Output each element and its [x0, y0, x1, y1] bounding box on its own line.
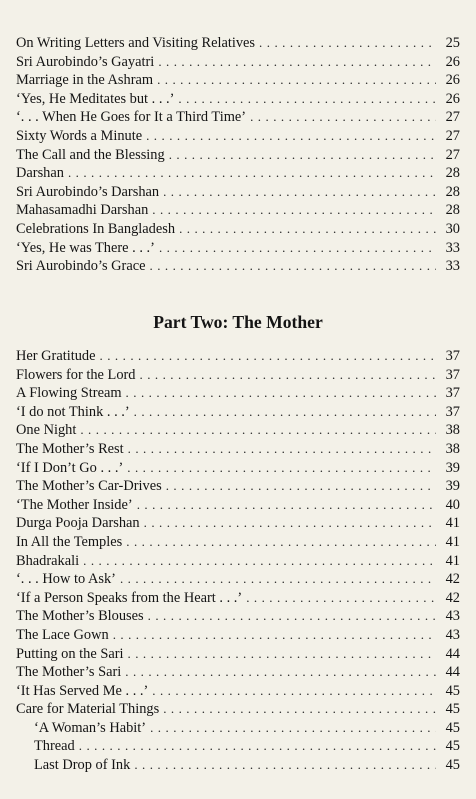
toc-entry — [16, 164, 460, 183]
toc-entry-title: ‘I do not Think . . .’ — [16, 403, 130, 420]
toc-entry-title: Celebrations In Bangladesh — [16, 220, 176, 237]
toc-entry-title: ‘Yes, He Meditates but . . .’ — [16, 90, 175, 107]
toc-entry — [16, 384, 460, 403]
toc-entry — [16, 459, 460, 478]
toc-entry — [16, 533, 460, 552]
dot-leader — [157, 71, 436, 90]
toc-entry-page-number: 33 — [445, 258, 460, 275]
toc-entry-title: Durga Pooja Darshan — [16, 515, 140, 532]
dot-leader — [179, 220, 436, 239]
toc-entry — [16, 421, 460, 440]
toc-entry-title: ‘. . . How to Ask’ — [16, 571, 116, 588]
toc-entry-page-number: 38 — [445, 440, 460, 457]
dot-leader — [259, 34, 436, 53]
toc-entry-page-number: 28 — [445, 165, 460, 182]
dot-leader — [250, 108, 436, 127]
toc-entry-page-number: 39 — [445, 459, 460, 476]
toc-entry-title: The Mother’s Rest — [16, 440, 124, 457]
dot-leader — [100, 347, 436, 366]
toc-entry-page-number: 27 — [445, 109, 460, 126]
dot-leader — [163, 183, 436, 202]
toc-entry-page-number: 45 — [445, 738, 460, 755]
dot-leader — [140, 366, 437, 385]
toc-entry-page-number: 37 — [445, 385, 460, 402]
toc-entry-page-number: 40 — [445, 496, 460, 513]
dot-leader — [150, 257, 437, 276]
toc-entry-title: One Night — [16, 422, 77, 439]
dot-leader — [166, 477, 436, 496]
dot-leader — [137, 496, 436, 515]
toc-entry-page-number: 43 — [445, 608, 460, 625]
dot-leader — [163, 700, 436, 719]
toc-entry-page-number: 45 — [445, 757, 460, 774]
dot-leader — [152, 682, 436, 701]
toc-entry — [16, 257, 460, 276]
dot-leader — [128, 645, 436, 664]
toc-entry-page-number: 44 — [445, 645, 460, 662]
toc-entry-page-number: 26 — [445, 90, 460, 107]
toc-entry-page-number: 45 — [445, 719, 460, 736]
toc-entry-title: Sri Aurobindo’s Gayatri — [16, 53, 155, 70]
dot-leader — [120, 570, 436, 589]
toc-entry — [16, 682, 460, 701]
toc-entry-title: Her Gratitude — [16, 348, 96, 364]
dot-leader — [246, 589, 436, 608]
toc-entry — [16, 201, 460, 220]
toc-entry-title: The Call and the Blessing — [16, 146, 165, 163]
toc-entry-title: ‘If a Person Speaks from the Heart . . .’ — [16, 589, 243, 606]
dot-leader — [68, 164, 436, 183]
toc-entry-page-number: 27 — [445, 146, 460, 163]
dot-leader — [126, 533, 436, 552]
dot-leader — [127, 459, 436, 478]
toc-entry — [16, 239, 460, 258]
toc-entry-title: The Lace Gown — [16, 626, 109, 643]
toc-entry — [16, 663, 460, 682]
dot-leader — [150, 719, 436, 738]
toc-entry — [16, 607, 460, 626]
toc-entry-title: Flowers for the Lord — [16, 366, 136, 383]
toc-entry-title: Bhadrakali — [16, 552, 80, 569]
toc-entry-title: Care for Material Things — [16, 701, 160, 718]
dot-leader — [134, 403, 436, 422]
toc-entry-title: In All the Temples — [16, 533, 123, 550]
toc-entry-page-number: 42 — [445, 589, 460, 606]
toc-entry-page-number: 27 — [445, 127, 460, 144]
dot-leader — [125, 663, 436, 682]
dot-leader — [146, 127, 436, 146]
toc-entry-page-number: 45 — [445, 701, 460, 718]
toc-entry-page-number: 39 — [445, 478, 460, 495]
dot-leader — [79, 737, 436, 756]
toc-entry — [16, 514, 460, 533]
toc-entry-page-number: 37 — [445, 348, 460, 364]
toc-entry — [16, 589, 460, 608]
toc-entry — [16, 127, 460, 146]
toc-entry-page-number: 26 — [445, 53, 460, 70]
toc-entry — [16, 477, 460, 496]
toc-entry-title: Sri Aurobindo’s Darshan — [16, 183, 160, 200]
toc-entry-title: ‘If I Don’t Go . . .’ — [16, 459, 124, 476]
toc-entry — [16, 737, 460, 756]
dot-leader — [159, 239, 436, 258]
toc-entry-title: On Writing Letters and Visiting Relatives — [16, 35, 256, 51]
toc-entry — [16, 756, 460, 775]
toc-entry-page-number: 41 — [445, 533, 460, 550]
toc-entry-title: The Mother’s Car-Drives — [16, 478, 162, 495]
toc-entry — [16, 90, 460, 109]
toc-entry — [16, 146, 460, 165]
toc-entry — [16, 183, 460, 202]
toc-entry — [16, 366, 460, 385]
dot-leader — [148, 607, 436, 626]
toc-entry — [16, 552, 460, 571]
toc-entry — [16, 570, 460, 589]
dot-leader — [128, 440, 436, 459]
toc-entry-title: Thread — [34, 738, 75, 755]
toc-entry-title: ‘The Mother Inside’ — [16, 496, 133, 513]
toc-entry-page-number: 26 — [445, 72, 460, 89]
toc-entry-page-number: 37 — [445, 403, 460, 420]
toc-entry — [16, 403, 460, 422]
dot-leader — [144, 514, 436, 533]
dot-leader — [158, 53, 436, 72]
toc-entry-title: Marriage in the Ashram — [16, 72, 154, 89]
toc-entry-title: ‘A Woman’s Habit’ — [34, 719, 147, 736]
dot-leader — [80, 421, 436, 440]
toc-entry — [16, 347, 460, 366]
dot-leader — [126, 384, 436, 403]
toc-entry-page-number: 30 — [445, 220, 460, 237]
toc-entry — [16, 700, 460, 719]
toc-entry-page-number: 28 — [445, 202, 460, 219]
toc-entry — [16, 440, 460, 459]
dot-leader — [113, 626, 436, 645]
toc-entry-page-number: 28 — [445, 183, 460, 200]
toc-entry-page-number: 42 — [445, 571, 460, 588]
toc-entry — [16, 34, 460, 53]
toc-entry — [16, 719, 460, 738]
toc-entry — [16, 626, 460, 645]
toc-entry-title: Sixty Words a Minute — [16, 127, 143, 144]
toc-entry — [16, 71, 460, 90]
toc-entry — [16, 53, 460, 72]
toc-entry-page-number: 43 — [445, 626, 460, 643]
toc-entry-title: A Flowing Stream — [16, 385, 122, 402]
toc-entry-title: The Mother’s Blouses — [16, 608, 144, 625]
dot-leader — [83, 552, 436, 571]
toc-entry-page-number: 41 — [445, 552, 460, 569]
toc-entry — [16, 220, 460, 239]
toc-entry-page-number: 41 — [445, 515, 460, 532]
toc-entry — [16, 108, 460, 127]
toc-entry-page-number: 44 — [445, 664, 460, 681]
toc-part-one-list — [16, 34, 460, 276]
toc-entry-title: Last Drop of Ink — [34, 757, 131, 774]
dot-leader — [134, 756, 436, 775]
toc-entry-title: ‘Yes, He was There . . .’ — [16, 239, 155, 256]
toc-entry-title: Sri Aurobindo’s Grace — [16, 258, 146, 275]
toc-entry-title: The Mother’s Sari — [16, 664, 122, 681]
part-two-heading: Part Two: The Mother — [153, 312, 323, 332]
toc-entry — [16, 496, 460, 515]
toc-entry-page-number: 33 — [445, 239, 460, 256]
toc-entry-title: Darshan — [16, 165, 64, 182]
toc-entry-title: Mahasamadhi Darshan — [16, 202, 149, 219]
toc-entry-title: ‘It Has Served Me . . .’ — [16, 682, 149, 699]
toc-entry-page-number: 38 — [445, 422, 460, 439]
toc-entry-title: ‘. . . When He Goes for It a Third Time’ — [16, 109, 247, 126]
toc-entry-title: Putting on the Sari — [16, 645, 124, 662]
dot-leader — [169, 146, 436, 165]
dot-leader — [178, 90, 436, 109]
toc-entry-page-number: 25 — [445, 35, 460, 51]
toc-entry — [16, 645, 460, 664]
dot-leader — [152, 201, 436, 220]
toc-entry-page-number: 45 — [445, 682, 460, 699]
toc-entry-page-number: 37 — [445, 366, 460, 383]
toc-part-two-list — [16, 347, 460, 775]
